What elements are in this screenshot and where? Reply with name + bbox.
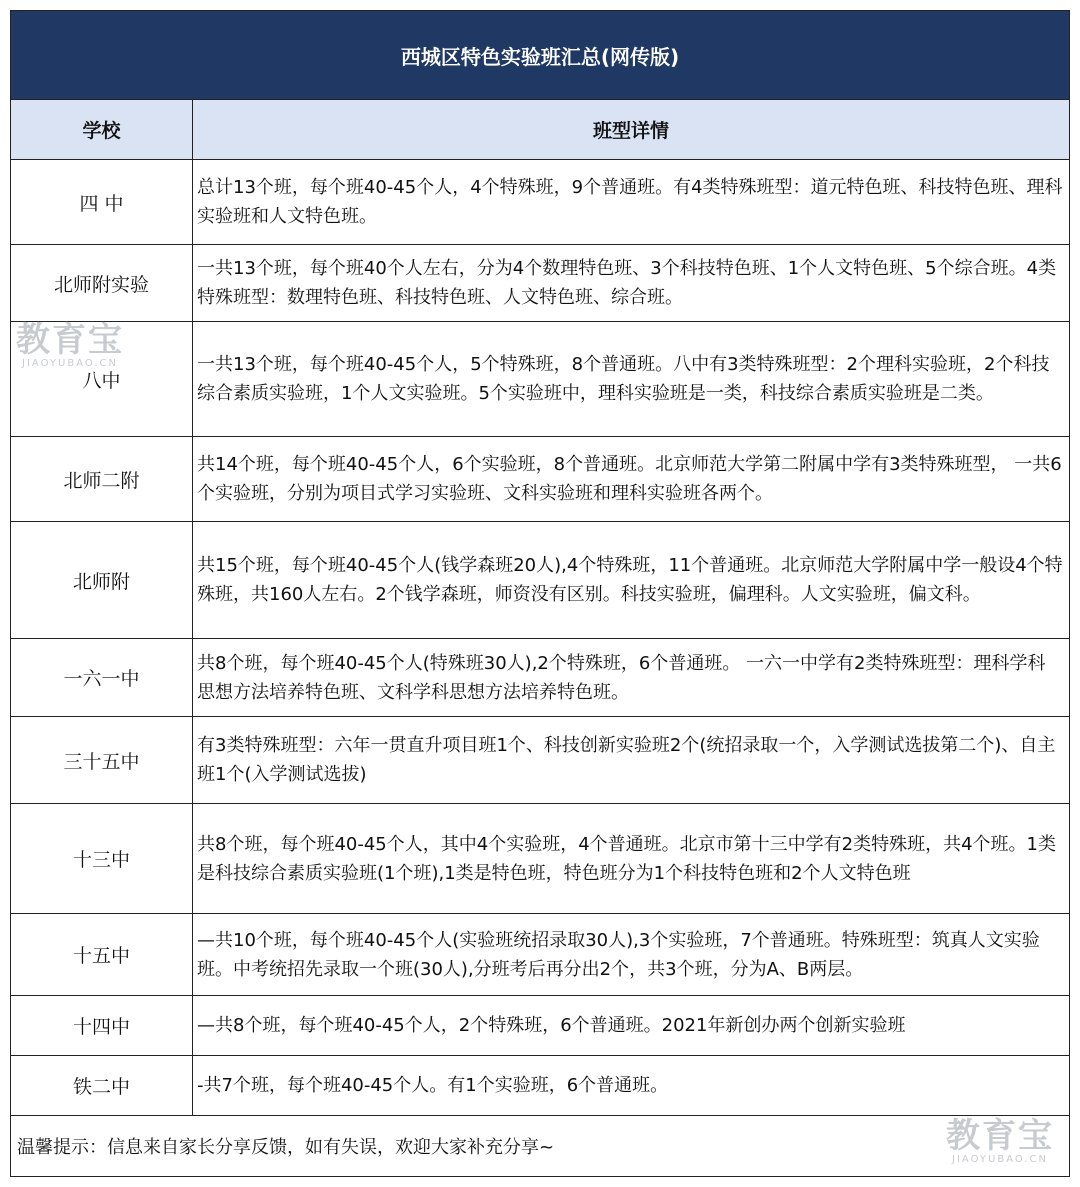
table-row (11, 996, 1069, 1056)
table-row (11, 437, 1069, 522)
school-name: 八中 (11, 322, 193, 436)
class-detail: 有3类特殊班型：六年一贯直升项目班1个、科技创新实验班2个(统招录取一个，入学测试选拔第二个)、自主班1个(入学测试选拔) (197, 735, 1056, 785)
school-name: 北师附 (11, 522, 193, 638)
watermark-domain: JIAOYUBAO.CN (952, 1154, 1048, 1165)
class-detail: 一共13个班，每个班40个人左右，分为4个数理特色班、3个科技特色班、1个人文特色班、5个综合班。4类特殊班型：数理特色班、科技特色班、人文特色班、综合班。 (197, 258, 1057, 308)
class-detail: —共10个班，每个班40-45个人(实验班统招录取30人),3个实验班，7个普通班。特殊班型：筑真人文实验班。中考统招先录取一个班(30人),分班考后再分出2个，共3个班，分为A、B两层。 (197, 929, 1040, 980)
table-row (11, 322, 1069, 437)
table-row (11, 717, 1069, 804)
class-detail: 共14个班，每个班40-45个人，6个实验班，8个普通班。北京师范大学第二附属中学有3类特殊班型， 一共6个实验班，分别为项目式学习实验班、文科实验班和理科实验班各两个。 (197, 454, 1062, 504)
table-row (11, 804, 1069, 914)
school-name: 十三中 (11, 804, 193, 913)
school-name: 北师附实验 (11, 245, 193, 321)
table-row (11, 245, 1069, 322)
table-row (11, 639, 1069, 717)
header-school: 学校 (11, 100, 193, 160)
table-title: 西城区特色实验班汇总(网传版) (11, 11, 1069, 100)
watermark-brand: 教育宝 (16, 320, 124, 360)
school-name: 十四中 (11, 996, 193, 1055)
table-row (11, 1056, 1069, 1116)
school-name: 一六一中 (11, 639, 193, 716)
school-name: 十五中 (11, 914, 193, 995)
table-row (11, 914, 1069, 996)
watermark-brand: 教育宝 (946, 1116, 1054, 1156)
class-detail: -共7个班，每个班40-45个人。有1个实验班，6个普通班。 (197, 1075, 669, 1096)
class-detail: 共8个班，每个班40-45个人，其中4个实验班，4个普通班。北京市第十三中学有2类特殊班，共4个班。1类是科技综合素质实验班(1个班),1类是特色班，特色班分为1个科技特色班和2个人文特色班 (197, 833, 1057, 884)
table-row (11, 160, 1069, 245)
school-name: 四 中 (11, 160, 193, 244)
school-name: 三十五中 (11, 717, 193, 803)
class-detail: 一共13个班，每个班40-45个人，5个特殊班，8个普通班。八中有3类特殊班型：2个理科实验班，2个科技综合素质实验班，1个人文实验班。5个实验班中，理科实验班是一类，科技综合素质实验班是二类。 (197, 354, 1050, 404)
summary-table (10, 10, 1070, 1177)
header-detail: 班型详情 (193, 100, 1069, 160)
class-detail: —共8个班，每个班40-45个人，2个特殊班，6个普通班。2021年新创办两个创新实验班 (197, 1015, 906, 1036)
footer-note: 温馨提示：信息来自家长分享反馈，如有失误，欢迎大家补充分享~ (17, 1137, 555, 1158)
table-row (11, 522, 1069, 639)
watermark-domain: JIAOYUBAO.CN (22, 358, 118, 369)
class-detail: 共15个班，每个班40-45个人(钱学森班20人),4个特殊班，11个普通班。北京师范大学附属中学一般设4个特殊班，共160人左右。2个钱学森班，师资没有区别。科技实验班，偏理科。人文实验班，偏文科。 (197, 555, 1063, 605)
class-detail: 总计13个班，每个班40-45个人，4个特殊班，9个普通班。有4类特殊班型：道元特色班、科技特色班、理科实验班和人文特色班。 (197, 177, 1063, 227)
school-name: 铁二中 (11, 1056, 193, 1115)
class-detail: 共8个班，每个班40-45个人(特殊班30人),2个特殊班，6个普通班。 一六一中学有2类特殊班型：理科学科思想方法培养特色班、文科学科思想方法培养特色班。 (197, 652, 1046, 703)
school-name: 北师二附 (11, 437, 193, 521)
